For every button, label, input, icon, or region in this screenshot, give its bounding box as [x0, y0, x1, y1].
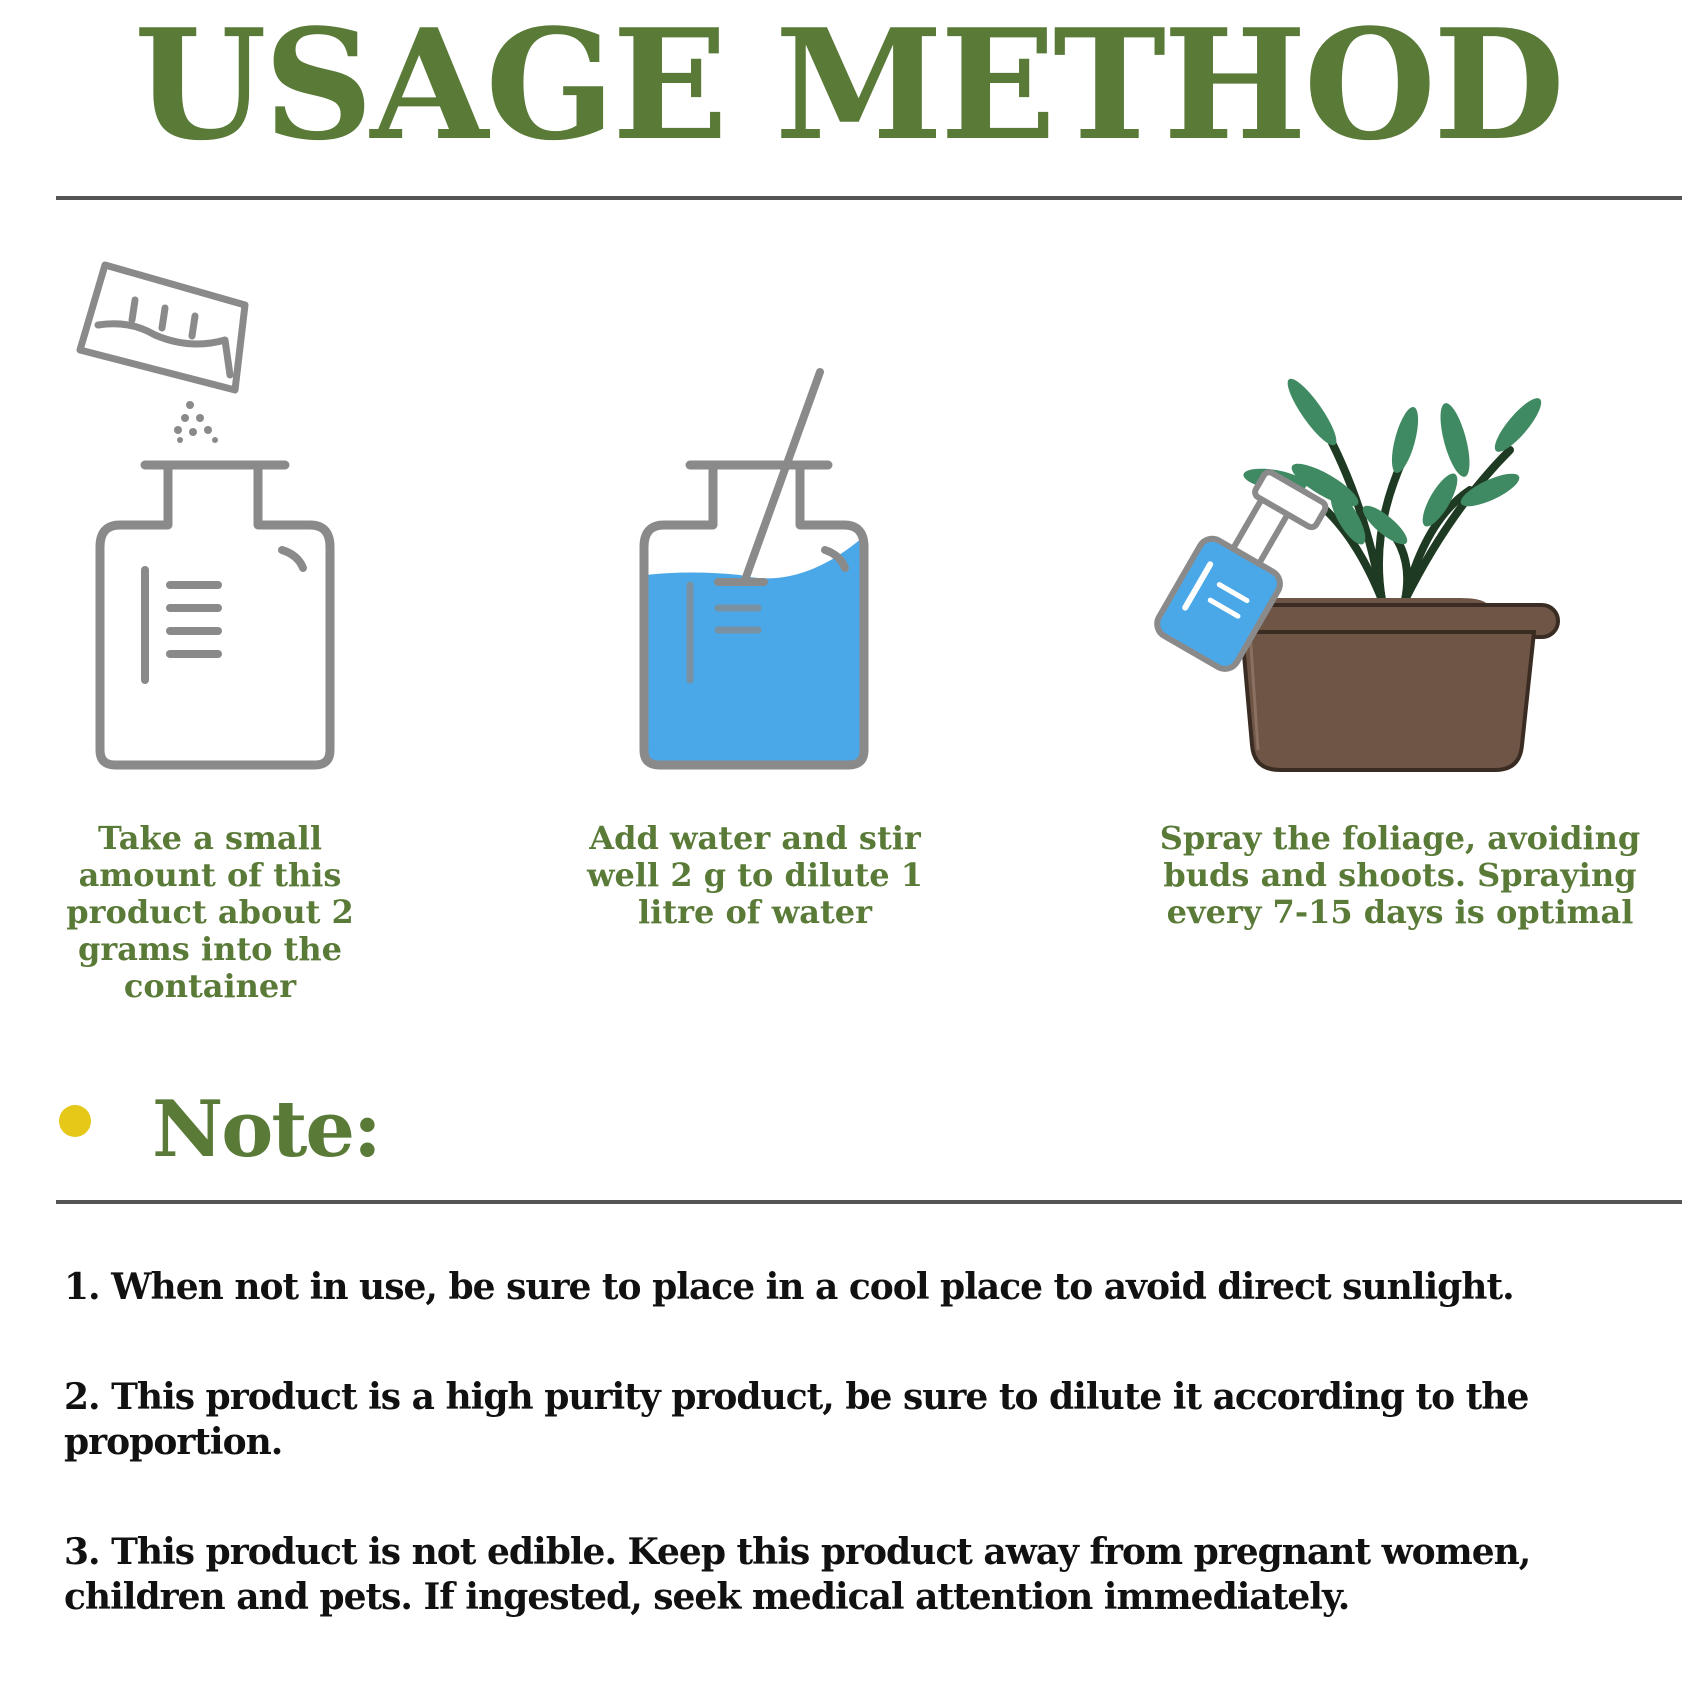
note-title: Note: — [152, 1084, 380, 1175]
empty-jar-icon — [100, 465, 330, 765]
powder-packet-icon — [80, 265, 245, 390]
water-jar-stir-icon — [644, 372, 864, 765]
powder-grains — [174, 401, 218, 443]
step-1-illustration — [60, 250, 360, 780]
title-divider — [56, 196, 1682, 200]
step-3-illustration — [1150, 370, 1570, 780]
note-item: 3. This product is not edible. Keep this product away from pregnant women, children and pets. If ingested, seek medical attention immediately. — [64, 1531, 1531, 1618]
note-item: 2. This product is a high purity product, be sure to dilute it according to the proportion. — [64, 1376, 1529, 1463]
note-bullet-icon — [59, 1105, 91, 1137]
note-item: 1. When not in use, be sure to place in a cool place to avoid direct sunlight. — [64, 1266, 1514, 1308]
note-divider — [56, 1200, 1682, 1204]
page-title: USAGE METHOD — [134, 0, 1562, 174]
step-1-text: Take a small amount of this product about 2 grams into the container — [66, 819, 354, 1005]
step-2-illustration — [600, 360, 900, 780]
step-2-text: Add water and stir well 2 g to dilute 1 litre of water — [586, 819, 924, 931]
step-3-text: Spray the foliage, avoiding buds and shoots. Spraying every 7-15 days is optimal — [1159, 819, 1641, 931]
